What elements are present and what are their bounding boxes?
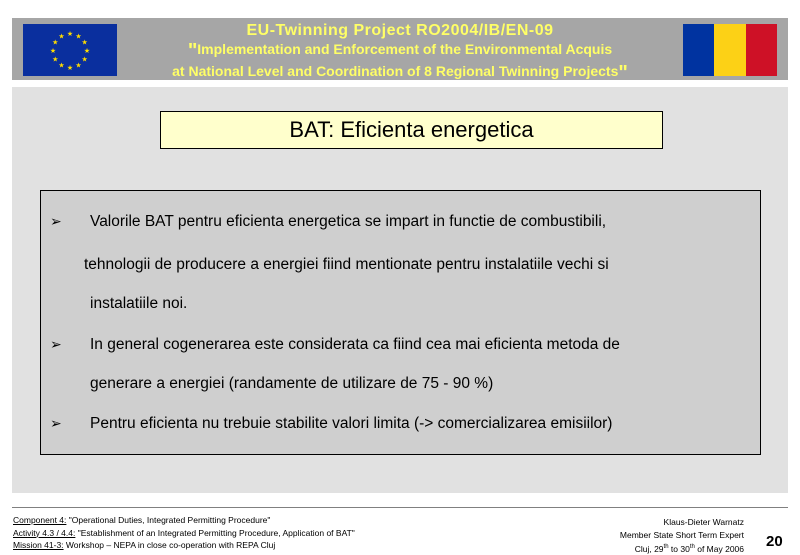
project-title: EU-Twinning Project RO2004/IB/EN-09 (246, 22, 554, 39)
eu-star-icon: ★ (58, 62, 65, 70)
mission-text: Workshop – NEPA in close co-operation with REPA Cluj (63, 540, 276, 550)
header-banner (12, 18, 788, 84)
eu-star-icon: ★ (66, 65, 74, 72)
eu-flag-icon (23, 24, 117, 76)
project-subtitle-line2 (122, 63, 678, 83)
date-sup-2: th (689, 544, 695, 550)
bullet-1-line-1: Valorile BAT pentru eficienta energetica se impart in functie de combustibili, (90, 213, 607, 230)
page-number: 20 (766, 533, 783, 550)
date-mid: to 30 (668, 543, 690, 554)
eu-star-icon: ★ (49, 48, 57, 55)
romania-flag-red-stripe (746, 24, 777, 76)
author-role: Member State Short Term Expert (619, 529, 744, 540)
activity-text: "Establishment of an Integrated Permitting Procedure, Application of BAT" (75, 527, 355, 538)
date-sup-1: th (663, 544, 669, 550)
bullet-3-line-1: Pentru eficienta nu trebuie stabilite valori limita (-> comercializarea emisiilor) (90, 415, 613, 432)
eu-star-icon: ★ (81, 39, 88, 47)
content-box (40, 190, 761, 455)
footer-divider (12, 507, 788, 508)
footer-mission (13, 539, 355, 552)
footer-left (13, 514, 355, 552)
arrowhead-bullet-icon: ➢ (50, 415, 62, 431)
mission-label: Mission 41-3: (13, 540, 64, 550)
bullet-2-line-2: generare a energiei (randamente de utilizare de 75 - 90 %) (90, 375, 494, 392)
eu-star-icon: ★ (81, 56, 88, 64)
component-label: Component 4: (13, 515, 67, 525)
romania-flag-icon (683, 24, 777, 76)
activity-label: Activity 4.3 / 4.4: (13, 527, 76, 538)
author-name: Klaus-Dieter Warnatz (663, 517, 744, 527)
eu-star-icon: ★ (75, 33, 82, 41)
close-quote: " (618, 62, 628, 84)
eu-star-icon: ★ (75, 62, 82, 70)
subtitle-line2-text: at National Level and Coordination of 8 Regional Twinning Projects (172, 63, 619, 79)
bullet-2-line-1: In general cogenerarea este considerata ca fiind cea mai eficienta metoda de (90, 336, 620, 353)
subtitle-line1-text: Implementation and Enforcement of the Environmental Acquis (197, 41, 613, 57)
open-quote: " (187, 40, 198, 62)
date-prefix: Cluj, 29 (634, 543, 664, 554)
footer-component (13, 514, 355, 527)
slide-title: BAT: Eficienta energetica (160, 111, 663, 149)
bullet-1-line-2: tehnologii de producere a energiei fiind mentionate pentru instalatiile vechi si (84, 256, 609, 273)
slide-area (12, 87, 788, 493)
eu-star-icon: ★ (66, 31, 74, 38)
eu-star-icon: ★ (58, 33, 65, 41)
footer-right (620, 516, 744, 555)
arrowhead-bullet-icon: ➢ (50, 213, 62, 229)
footer-activity (13, 527, 355, 540)
header-text (122, 23, 678, 83)
eu-star-icon: ★ (52, 56, 59, 64)
bullet-1-line-3: instalatiile noi. (90, 295, 188, 312)
romania-flag-yellow-stripe (714, 24, 745, 76)
arrowhead-bullet-icon: ➢ (50, 336, 62, 352)
eu-star-icon: ★ (52, 39, 59, 47)
date-suffix: of May 2006 (694, 543, 744, 554)
component-text: "Operational Duties, Integrated Permitting Procedure" (66, 515, 271, 525)
romania-flag-blue-stripe (683, 24, 714, 76)
eu-star-icon: ★ (83, 48, 91, 55)
project-subtitle-line1 (122, 41, 678, 61)
